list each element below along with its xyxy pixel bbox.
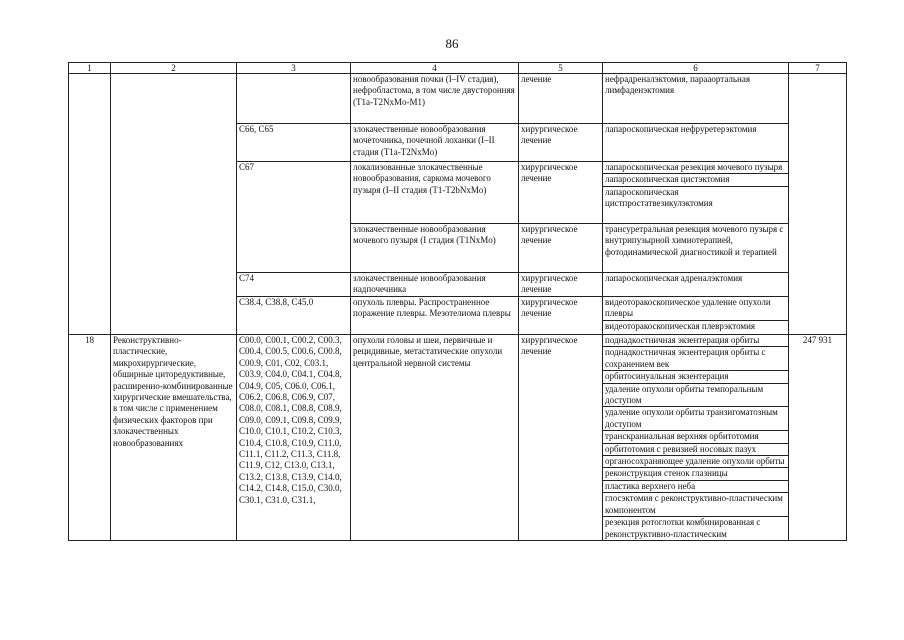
cell-diagnosis: опухоль плевры. Распространенное поражение плевры. Мезотелиома плевры [351, 297, 519, 335]
cell-diagnosis: злокачественные новообразования мочевого пузыря (I стадия (T1NxMo) [351, 224, 519, 273]
page-number: 86 [445, 36, 459, 51]
cell-method [603, 124, 789, 162]
method-item: лапароскопическая цистпростатвезикулэктомия [603, 186, 788, 210]
column-number: 2 [111, 63, 237, 74]
column-number: 5 [519, 63, 603, 74]
cell-group: Реконструктивно-пластические, микрохирургические, обширные циторедуктивные, расширенно-комбинированные хирургические вмешательства, в том числе с применением физических факторов при злокачественных новообразованиях [111, 335, 237, 541]
method-item: лапароскопическая нефруретерэктомия [605, 124, 757, 134]
cell-method [603, 74, 789, 124]
cell-diagnosis: новообразования почки (I–IV стадия), нефробластома, в том числе двусторонняя (T1a-T2NxMo-M1) [351, 74, 519, 124]
cell-price: 247 931 [789, 335, 847, 541]
method-item: видеоторакоскопическое удаление опухоли плевры [605, 297, 771, 319]
cell-codes: C74 [237, 273, 351, 297]
cell-diagnosis: злокачественные новообразования мочеточника, почечной лоханки (I–II стадия (T1a-T2NxMo) [351, 124, 519, 162]
column-number: 4 [351, 63, 519, 74]
method-item: резекция ротоглотки комбинированная с реконструктивно-пластическим [603, 516, 788, 540]
method-item: удаление опухоли орбиты транзигоматозным доступом [603, 406, 788, 430]
cell-number [69, 74, 111, 335]
method-item: глосэктомия с реконструктивно-пластическим компонентом [603, 492, 788, 516]
method-item: орбитосинуальная экзентерация [603, 370, 788, 382]
cell-method [603, 335, 789, 541]
cell-group [111, 74, 237, 335]
method-item: поднадкостничная экзентерация орбиты [605, 335, 760, 345]
cell-codes: C38.4, C38.8, C45.0 [237, 297, 351, 335]
method-item: пластика верхнего неба [603, 480, 788, 492]
cell-diagnosis: локализованные злокачественные новообразования, саркома мочевого пузыря (I–II стадия (T1-T2bNxMo) [351, 162, 519, 224]
column-number-row [69, 63, 847, 74]
cell-treatment: хирургическое лечение [519, 335, 603, 541]
procedures-table [68, 62, 847, 541]
cell-price [789, 74, 847, 335]
method-item: нефрадреналэктомия, парааортальная лимфаденэктомия [605, 74, 750, 96]
method-item: лапароскопическая цистэктомия [603, 173, 788, 185]
table-row [69, 335, 847, 541]
method-item: удаление опухоли орбиты темпоральным доступом [603, 383, 788, 407]
column-number: 3 [237, 63, 351, 74]
cell-treatment: хирургическое лечение [519, 297, 603, 335]
cell-codes: C00.0, C00.1, C00.2, C00.3, C00.4, C00.5, C00.6, C00.8, C00.9, C01, C02, C03.1, C03.9, C04.0, C04.1, C04.8, C04.9, C05, C06.0, C06.1, C06.2, C06.8, C06.9, C07, C08.0, C08.1, C08.8, C08.9, C09.0, C09.1, C09.8, C09.9, C10.0, C10.1, C10.2, C10.3, C10.4, C10.8, C10.9, C11.0, C11.1, C11.2, C11.3, C11.8, C11.9, C12, C13.0, C13.1, C13.2, C13.8, C13.9, C14.0, C14.2, C14.8, C15.0, C30.0, C30.1, C31.0, C31.1, [237, 335, 351, 541]
method-item: реконструкция стенок глазницы [603, 467, 788, 479]
column-number: 7 [789, 63, 847, 74]
cell-method [603, 162, 789, 224]
method-item: транскраниальная верхняя орбитотомия [603, 430, 788, 442]
cell-method [603, 297, 789, 335]
cell-treatment: хирургическое лечение [519, 273, 603, 297]
method-item: трансуретральная резекция мочевого пузыря с внутрипузырной химиотерапией, фотодинамической диагностикой и терапией [605, 224, 784, 257]
method-item: органосохраняющее удаление опухоли орбиты [603, 455, 788, 467]
method-item: поднадкостничная экзентерация орбиты с сохранением век [603, 346, 788, 370]
method-item: лапароскопическая резекция мочевого пузыря [605, 162, 783, 172]
cell-method [603, 273, 789, 297]
method-item: лапароскопическая адреналэктомия [605, 273, 743, 283]
table-row [69, 74, 847, 124]
cell-codes [237, 74, 351, 124]
cell-treatment: хирургическое лечение [519, 124, 603, 162]
method-item: видеоторакоскопическая плеврэктомия [603, 320, 788, 332]
column-number: 1 [69, 63, 111, 74]
cell-codes: C67 [237, 162, 351, 273]
cell-method [603, 224, 789, 273]
cell-number: 18 [69, 335, 111, 541]
cell-treatment: хирургическое лечение [519, 162, 603, 224]
method-item: орбитотомия с ревизией носовых пазух [603, 443, 788, 455]
cell-codes: C66, C65 [237, 124, 351, 162]
cell-diagnosis: злокачественные новообразования надпочечника [351, 273, 519, 297]
column-number: 6 [603, 63, 789, 74]
cell-diagnosis: опухоли головы и шеи, первичные и рецидивные, метастатические опухоли центральной нервной системы [351, 335, 519, 541]
cell-treatment: лечение [519, 74, 603, 124]
cell-treatment: хирургическое лечение [519, 224, 603, 273]
